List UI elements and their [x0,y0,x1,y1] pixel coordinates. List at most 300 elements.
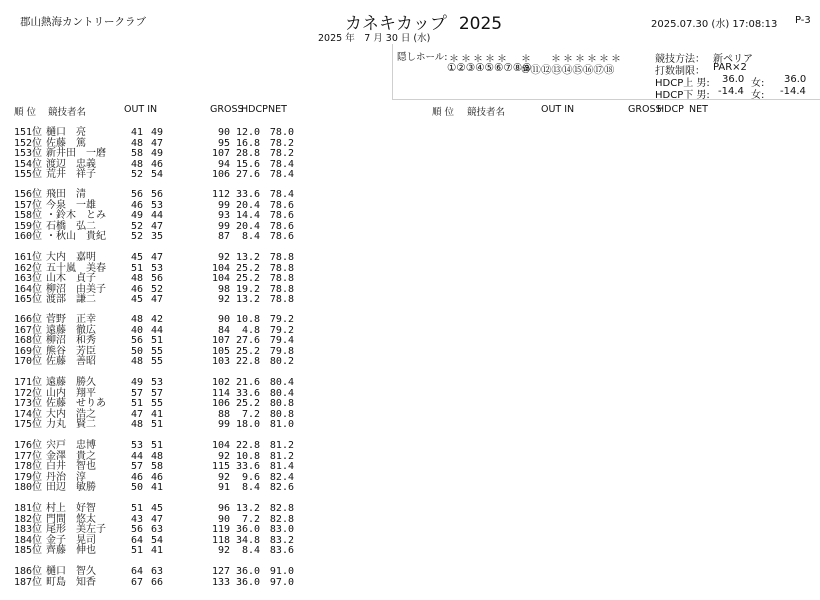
net-score: 79.2 [269,314,294,325]
out-score: 67 [130,576,143,588]
handicap: 13.2 [236,503,261,514]
in-score: 44 [150,210,163,221]
net-score: 78.4 [269,189,294,200]
out-score: 48 [130,273,143,284]
col-outin-header: OUT IN [124,104,158,115]
gross-score: 84 [217,324,230,336]
out-score: 51 [130,545,143,556]
hdcp-upper-women-label: 女: [751,78,765,89]
player-name: ・鈴木 とみ [46,210,106,221]
net-score: 78.2 [269,137,294,149]
player-name: 門間 悠太 [46,513,96,525]
gross-score: 104 [211,440,230,451]
in-score: 52 [150,283,163,295]
out-score: 48 [130,419,143,430]
title-year: 2025 [458,14,503,34]
player-name: 佐藤 せりあ [46,398,106,409]
player-name: 山内 翔平 [46,387,96,399]
rank-cell: 183位 [14,524,43,535]
player-name: 丹治 淳 [46,471,86,483]
rank-cell: 182位 [14,513,43,525]
rank-cell: 160位 [14,231,43,242]
out-score: 48 [130,137,143,149]
rank-cell: 184位 [14,534,43,546]
gross-score: 94 [217,158,230,170]
out-score: 57 [130,461,143,472]
hdcp-upper-men: 36.0 [722,74,745,85]
rank-cell: 159位 [14,220,43,232]
table-row [0,253,392,264]
in-score: 63 [150,566,163,577]
col-hdcp-header-right: HDCP [657,104,684,115]
col-gross-header: GROSS [210,104,244,115]
out-score: 49 [130,210,143,221]
gross-score: 105 [211,345,230,357]
handicap: 10.8 [236,314,261,325]
table-row [0,441,392,452]
col-name-header-right: 競技者名 [467,107,506,118]
player-name: 金子 晃司 [46,534,96,546]
handicap: 9.6 [241,471,260,483]
out-score: 52 [130,231,143,242]
col-rank-header: 順 位 [14,107,37,118]
table-row [0,525,392,536]
out-score: 45 [130,294,143,305]
out-score: 44 [130,450,143,462]
table-row [0,420,392,431]
table-row [0,274,392,285]
rank-cell: 162位 [14,262,43,274]
table-row [0,567,392,578]
player-name: 石橋 弘二 [46,220,96,232]
table-row [0,546,392,557]
gross-score: 92 [217,450,230,462]
rank-cell: 166位 [14,314,43,325]
rank-cell: 152位 [14,137,43,149]
club-name: 郡山熱海カントリークラブ [20,16,146,28]
handicap: 20.4 [236,220,261,232]
gross-score: 88 [217,408,230,420]
gross-score: 99 [217,199,230,211]
player-name: 柳沼 和秀 [46,335,96,346]
in-score: 46 [150,471,163,483]
method-label: 競技方法： [655,54,705,65]
player-name: 菅野 正幸 [46,314,96,325]
col-net-header: NET [268,104,287,115]
col-gross-header-right: GROSS [628,104,662,115]
player-name: 村上 好智 [46,503,96,514]
out-score: 46 [130,471,143,483]
gross-score: 92 [217,471,230,483]
table-row [0,211,392,222]
in-score: 51 [150,335,163,346]
player-name: 白井 智也 [46,461,96,472]
net-score: 80.4 [269,377,294,388]
gross-score: 90 [217,127,230,138]
handicap: 7.2 [241,408,260,420]
player-name: 今泉 一雄 [46,199,96,211]
table-row [0,232,392,243]
player-name: 遠藤 勝久 [46,377,96,388]
out-score: 48 [130,314,143,325]
handicap: 18.0 [236,419,261,430]
net-score: 78.6 [269,199,294,211]
net-score: 80.8 [269,398,294,409]
handicap: 25.2 [236,345,261,357]
handicap: 25.2 [236,262,261,274]
handicap: 16.8 [236,137,261,149]
net-score: 78.6 [269,210,294,221]
net-score: 78.8 [269,273,294,284]
handicap: 13.2 [236,252,261,263]
net-score: 81.4 [269,461,294,472]
handicap: 13.2 [236,294,261,305]
net-score: 78.4 [269,158,294,170]
gross-score: 127 [211,566,230,577]
in-score: 42 [150,314,163,325]
net-score: 82.8 [269,513,294,525]
handicap: 7.2 [241,513,260,525]
out-score: 43 [130,513,143,525]
gross-score: 106 [211,169,230,180]
player-name: 田辺 敏勝 [46,482,96,493]
rank-cell: 161位 [14,252,43,263]
in-score: 57 [150,387,163,399]
col-net-header-right: NET [689,104,708,115]
player-name: 尾形 美左子 [46,524,106,535]
in-score: 41 [150,545,163,556]
net-score: 79.2 [269,324,294,336]
net-score: 79.8 [269,345,294,357]
net-score: 78.6 [269,231,294,242]
net-score: 80.8 [269,408,294,420]
rank-cell: 186位 [14,566,43,577]
gross-score: 92 [217,294,230,305]
gross-score: 93 [217,210,230,221]
net-score: 78.8 [269,262,294,274]
in-score: 47 [150,137,163,149]
rank-cell: 172位 [14,387,43,399]
out-score: 48 [130,356,143,367]
net-score: 82.8 [269,503,294,514]
page-number: P-3 [795,15,811,26]
table-row [0,149,392,160]
gross-score: 92 [217,545,230,556]
rank-cell: 158位 [14,210,43,221]
gross-score: 106 [211,398,230,409]
table-row [0,170,392,181]
rank-cell: 176位 [14,440,43,451]
out-score: 47 [130,408,143,420]
hdcp-lower-label: HDCP下 男: [655,90,710,101]
net-score: 78.8 [269,283,294,295]
in-score: 49 [150,127,163,138]
out-score: 52 [130,169,143,180]
in-score: 41 [150,408,163,420]
in-score: 55 [150,356,163,367]
stroke-limit-label: 打数制限： [655,66,705,77]
hole-numbers-in: ⑩⑪⑫⑬⑭⑮⑯⑰⑱ [521,64,615,76]
event-date: 2025 年 7 月 30 日 (水) [318,33,431,44]
out-score: 64 [130,566,143,577]
handicap: 21.6 [236,377,261,388]
player-name: 五十嵐 美春 [46,262,106,274]
player-name: 遠藤 徹広 [46,324,96,336]
rank-cell: 170位 [14,356,43,367]
rank-cell: 181位 [14,503,43,514]
player-name: 齊藤 伸也 [46,545,96,556]
table-row [0,295,392,306]
gross-score: 133 [211,576,230,588]
col-hdcp-header: HDCP [241,104,268,115]
handicap: 22.8 [236,356,261,367]
rank-cell: 157位 [14,199,43,211]
handicap: 15.6 [236,158,261,170]
rank-cell: 168位 [14,335,43,346]
handicap: 8.4 [241,231,260,242]
gross-score: 103 [211,356,230,367]
hidden-holes-marks-out: ＊＊＊＊＊ ＊ [449,54,533,65]
in-score: 51 [150,419,163,430]
handicap: 33.6 [236,461,261,472]
gross-score: 114 [211,387,230,399]
out-score: 58 [130,148,143,159]
rank-cell: 153位 [14,148,43,159]
out-score: 46 [130,199,143,211]
table-row [0,578,392,589]
gross-score: 102 [211,377,230,388]
rank-cell: 180位 [14,482,43,493]
gross-score: 87 [217,231,230,242]
in-score: 58 [150,461,163,472]
gross-score: 99 [217,220,230,232]
hidden-holes-marks-in: ＊＊＊＊＊＊ [551,54,623,65]
in-score: 44 [150,324,163,336]
gross-score: 99 [217,419,230,430]
player-name: 宍戸 忠博 [46,440,96,451]
out-score: 56 [130,335,143,346]
rank-cell: 174位 [14,408,43,420]
gross-score: 96 [217,503,230,514]
handicap: 20.4 [236,199,261,211]
player-name: 佐藤 篤 [46,137,86,149]
table-row [0,336,392,347]
stroke-limit-value: PAR×2 [713,62,747,73]
in-score: 63 [150,524,163,535]
table-row [0,483,392,494]
method-value: 新ペリア [713,54,753,65]
out-score: 46 [130,283,143,295]
rank-cell: 171位 [14,377,43,388]
out-score: 50 [130,345,143,357]
rank-cell: 156位 [14,189,43,200]
out-score: 51 [130,398,143,409]
in-score: 47 [150,513,163,525]
gross-score: 115 [211,461,230,472]
handicap: 33.6 [236,189,261,200]
rank-cell: 151位 [14,127,43,138]
hole-numbers-out: ①②③④⑤⑥⑦⑧⑨ [447,62,532,74]
col-outin-header-right: OUT IN [541,104,575,115]
col-name-header: 競技者名 [48,107,87,118]
title-text: カネキカップ [345,14,447,34]
net-score: 78.2 [269,148,294,159]
out-score: 56 [130,189,143,200]
net-score: 82.4 [269,471,294,483]
hdcp-upper-label: HDCP上 男: [655,78,710,89]
out-score: 57 [130,387,143,399]
rank-cell: 178位 [14,461,43,472]
player-name: 大内 嘉明 [46,252,96,263]
hdcp-lower-men: -14.4 [718,86,744,97]
in-score: 54 [150,534,163,546]
table-row [0,399,392,410]
gross-score: 92 [217,252,230,263]
out-score: 41 [130,127,143,138]
out-score: 45 [130,252,143,263]
rank-cell: 185位 [14,545,43,556]
in-score: 51 [150,440,163,451]
net-score: 78.0 [269,127,294,138]
in-score: 35 [150,231,163,242]
rank-cell: 177位 [14,450,43,462]
rank-cell: 165位 [14,294,43,305]
player-name: 飛田 清 [46,189,86,200]
print-timestamp: 2025.07.30 (水) 17:08:13 [651,19,778,30]
handicap: 27.6 [236,169,261,180]
handicap: 36.0 [236,524,261,535]
net-score: 83.0 [269,524,294,535]
rank-cell: 154位 [14,158,43,170]
player-name: 渡辺 忠義 [46,158,96,170]
out-score: 56 [130,524,143,535]
player-name: 新井田 一磨 [46,148,106,159]
in-score: 53 [150,199,163,211]
table-row [0,357,392,368]
handicap: 14.4 [236,210,261,221]
in-score: 54 [150,169,163,180]
in-score: 56 [150,189,163,200]
hdcp-upper-women: 36.0 [784,74,807,85]
player-name: 大内 浩之 [46,408,96,420]
handicap: 27.6 [236,335,261,346]
table-row [0,378,392,389]
in-score: 53 [150,377,163,388]
player-name: 町島 知香 [46,576,96,588]
out-score: 48 [130,158,143,170]
net-score: 81.2 [269,440,294,451]
hidden-holes-label: 隠しホール: [397,52,448,63]
player-name: 佐藤 善昭 [46,356,96,367]
net-score: 83.6 [269,545,294,556]
gross-score: 95 [217,137,230,149]
in-score: 55 [150,345,163,357]
rank-cell: 164位 [14,283,43,295]
in-score: 48 [150,450,163,462]
in-score: 45 [150,503,163,514]
gross-score: 90 [217,314,230,325]
handicap: 33.6 [236,387,261,399]
in-score: 41 [150,482,163,493]
table-row [0,190,392,201]
player-name: 荒井 祥子 [46,169,96,180]
rank-cell: 169位 [14,345,43,357]
in-score: 47 [150,294,163,305]
handicap: 36.0 [236,576,261,588]
handicap: 36.0 [236,566,261,577]
in-score: 56 [150,273,163,284]
net-score: 97.0 [269,576,294,588]
in-score: 53 [150,262,163,274]
player-name: 金澤 貴之 [46,450,96,462]
out-score: 40 [130,324,143,336]
rank-cell: 179位 [14,471,43,483]
player-name: 熊谷 芳臣 [46,345,96,357]
player-name: 樋口 亮 [46,127,86,138]
handicap: 34.8 [236,534,261,546]
hdcp-lower-women: -14.4 [780,86,806,97]
player-name: ・秋山 貴紀 [46,231,106,242]
handicap: 4.8 [241,324,260,336]
in-score: 55 [150,398,163,409]
handicap: 25.2 [236,398,261,409]
rank-cell: 163位 [14,273,43,284]
gross-score: 98 [217,283,230,295]
gross-score: 118 [211,534,230,546]
gross-score: 107 [211,335,230,346]
handicap: 22.8 [236,440,261,451]
rank-cell: 187位 [14,576,43,588]
player-name: 力丸 賢二 [46,419,96,430]
net-score: 81.2 [269,450,294,462]
gross-score: 107 [211,148,230,159]
table-row [0,462,392,473]
handicap: 12.0 [236,127,261,138]
player-name: 柳沼 由美子 [46,283,106,295]
out-score: 51 [130,262,143,274]
table-row [0,504,392,515]
out-score: 64 [130,534,143,546]
handicap: 25.2 [236,273,261,284]
gross-score: 119 [211,524,230,535]
in-score: 66 [150,576,163,588]
handicap: 8.4 [241,545,260,556]
player-name: 山木 貞子 [46,273,96,284]
handicap: 8.4 [241,482,260,493]
net-score: 83.2 [269,534,294,546]
net-score: 80.4 [269,387,294,399]
net-score: 81.0 [269,419,294,430]
gross-score: 104 [211,262,230,274]
gross-score: 91 [217,482,230,493]
player-name: 樋口 智久 [46,566,96,577]
out-score: 49 [130,377,143,388]
table-row [0,315,392,326]
handicap: 28.8 [236,148,261,159]
net-score: 91.0 [269,566,294,577]
rank-cell: 175位 [14,419,43,430]
net-score: 78.4 [269,169,294,180]
rank-cell: 167位 [14,324,43,336]
net-score: 79.4 [269,335,294,346]
gross-score: 104 [211,273,230,284]
in-score: 47 [150,252,163,263]
in-score: 47 [150,220,163,232]
out-score: 51 [130,503,143,514]
hdcp-lower-women-label: 女: [751,90,765,101]
in-score: 49 [150,148,163,159]
in-score: 46 [150,158,163,170]
